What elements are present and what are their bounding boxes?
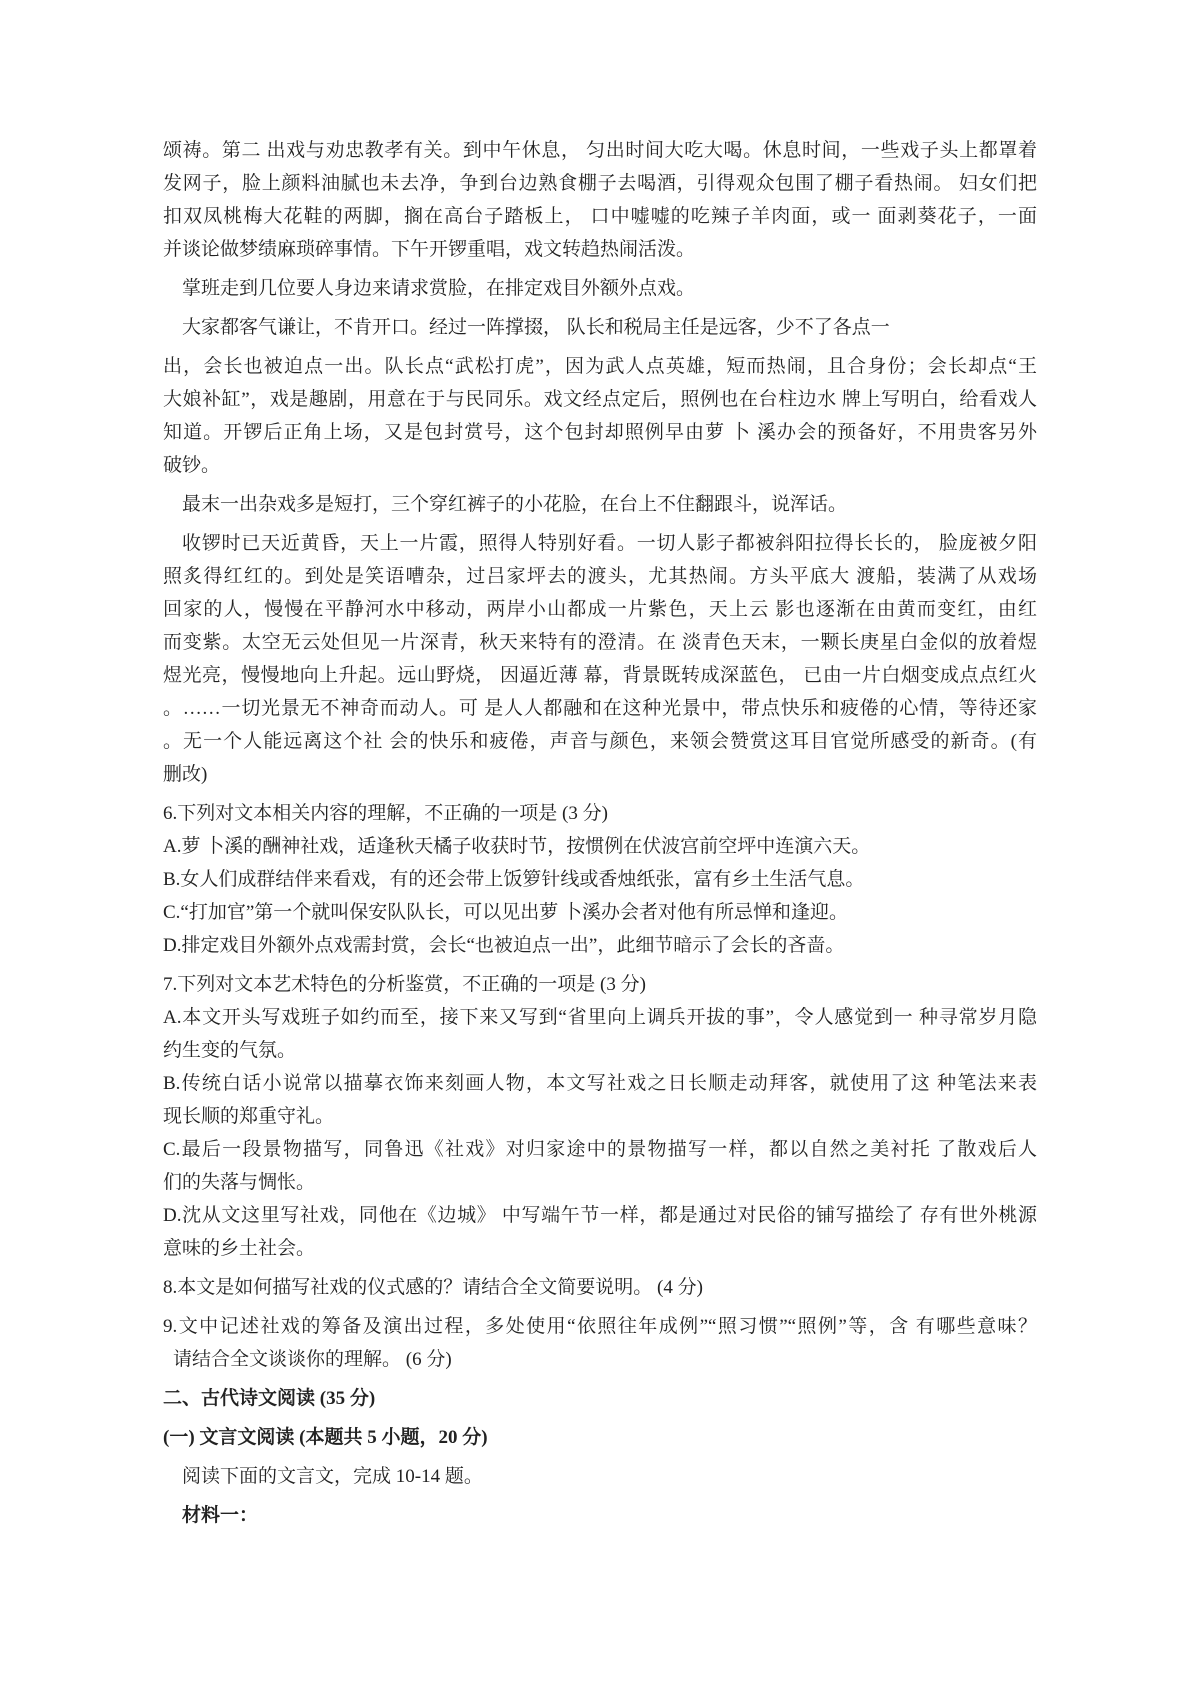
material-label [163,1499,1037,1532]
text-line: 8.本文是如何描写社戏的仪式感的？请结合全文简要说明。 (4 分) [163,1277,703,1298]
question-7 [163,968,1037,1265]
question-9 [163,1310,1037,1376]
passage-paragraph [163,272,1037,305]
text-line: 颂祷。第二 出戏与劝忠教孝有关。到中午休息， 匀出时间大吃大喝。休息时间，一些戏子头上都罩着 [163,140,1037,161]
text-line: 收锣时已天近黄昏，天上一片霞，照得人特别好看。一切人影子都被斜阳拉得长长的， 脸庞被夕阳 [182,533,1037,554]
passage-paragraph [163,311,1037,344]
text-line: C.“打加官”第一个就叫保安队队长，可以见出萝 卜溪办会者对他有所忌惮和逢迎。 [163,902,849,923]
passage-paragraph [163,350,1037,482]
text-line: 照炙得红红的。到处是笑语嘈杂，过吕家坪去的渡头，尤其热闹。方头平底大 渡船，装满了从戏场 [163,566,1037,587]
text-line: 煜光亮，慢慢地向上升起。远山野烧， 因逼近薄 幕，背景既转成深蓝色， 已由一片白烟变成点点红火 [163,665,1037,686]
text-line: A.本文开头写戏班子如约而至，接下来又写到“省里向上调兵开拔的事”，令人感觉到一 种寻常岁月隐 [163,1007,1037,1028]
subsection-heading [163,1421,1037,1454]
text-line: 掌班走到几位要人身边来请求赏脸，在排定戏目外额外点戏。 [182,278,696,299]
text-line: 删改) [163,764,208,785]
text-line: D.沈从文这里写社戏，同他在《边城》 中写端午节一样，都是通过对民俗的铺写描绘了 存有世外桃源 [163,1205,1037,1226]
question-8 [163,1271,1037,1304]
text-line: 9.文中记述社戏的筹备及演出过程，多处使用“依照往年成例”“照习惯”“照例”等，含 有哪些意味？ [163,1316,1037,1337]
passage-paragraph [163,527,1037,791]
passage-paragraph [163,134,1037,266]
text-line: 大家都客气谦让，不肯开口。经过一阵撑掇， 队长和税局主任是远客，少不了各点一 [182,317,890,338]
text-line: (一) 文言文阅读 (本题共 5 小题，20 分) [163,1427,488,1448]
text-line: 回家的人，慢慢在平静河水中移动，两岸小山都成一片紫色，天上云 影也逐渐在由黄而变红，由红 [163,599,1037,620]
text-line: 请结合全文谈谈你的理解。 (6 分) [173,1349,452,1370]
question-6 [163,797,1037,962]
text-line: B.传统白话小说常以描摹衣饰来刻画人物，本文写社戏之日长顺走动拜客，就使用了这 种笔法来表 [163,1073,1037,1094]
document-body [163,134,1037,1532]
text-line: D.排定戏目外额外点戏需封赏，会长“也被迫点一出”，此细节暗示了会长的吝啬。 [163,935,845,956]
text-line: 们的失落与惆怅。 [163,1172,316,1193]
text-line: 6.下列对文本相关内容的理解，不正确的一项是 (3 分) [163,803,608,824]
text-line: 并谈论做梦绩麻琐碎事情。下午开锣重唱，戏文转趋热闹活泼。 [163,239,696,260]
text-line: 材料一： [182,1505,259,1526]
text-line: 现长顺的郑重守礼。 [163,1106,335,1127]
text-line: 二、古代诗文阅读 (35 分) [163,1388,376,1409]
text-line: 7.下列对文本艺术特色的分析鉴赏，不正确的一项是 (3 分) [163,974,646,995]
instruction [163,1460,1037,1493]
text-line: 大娘补缸”，戏是趣剧，用意在于与民同乐。戏文经点定后，照例也在台柱边水 牌上写明白，给看戏人 [163,389,1037,410]
text-line: 最末一出杂戏多是短打，三个穿红裤子的小花脸，在台上不住翻跟斗，说浑话。 [182,494,848,515]
text-line: 。……一切光景无不神奇而动人。可 是人人都融和在这种光景中，带点快乐和疲倦的心情，等待还家 [163,698,1037,719]
text-line: 出，会长也被迫点一出。队长点“武松打虎”，因为武人点英雄，短而热闹，且合身份；会长却点“王 [163,356,1037,377]
text-line: 。无一个人能远离这个社 会的快乐和疲倦，声音与颜色，来领会赞赏这耳目官觉所感受的新奇。(有 [163,731,1037,752]
text-line: 阅读下面的文言文，完成 10-14 题。 [182,1466,483,1487]
text-line: 约生变的气氛。 [163,1040,297,1061]
text-line: B.女人们成群结伴来看戏，有的还会带上饭箩针线或香烛纸张，富有乡土生活气息。 [163,869,865,890]
text-line: 知道。开锣后正角上场，又是包封赏号，这个包封却照例早由萝 卜 溪办会的预备好，不用贵客另外 [163,422,1037,443]
section-heading [163,1382,1037,1415]
passage-paragraph [163,488,1037,521]
text-line: A.萝 卜溪的酬神社戏，适逢秋天橘子收获时节，按惯例在伏波宫前空坪中连演六天。 [163,836,871,857]
text-line: 意味的乡土社会。 [163,1238,316,1259]
text-line: C.最后一段景物描写，同鲁迅《社戏》对归家途中的景物描写一样，都以自然之美衬托 了散戏后人 [163,1139,1037,1160]
text-line: 扣双凤桃梅大花鞋的两脚，搁在高台子踏板上， 口中嘘嘘的吃辣子羊肉面，或一 面剥葵花子，一面 [163,206,1037,227]
text-line: 而变紫。太空无云处但见一片深青，秋天来特有的澄清。在 淡青色天末，一颗长庚星白金似的放着煜 [163,632,1037,653]
text-line: 发网子，脸上颜料油腻也未去净，争到台边熟食棚子去喝酒，引得观众包围了棚子看热闹。 妇女们把 [163,173,1037,194]
text-line: 破钞。 [163,455,221,476]
